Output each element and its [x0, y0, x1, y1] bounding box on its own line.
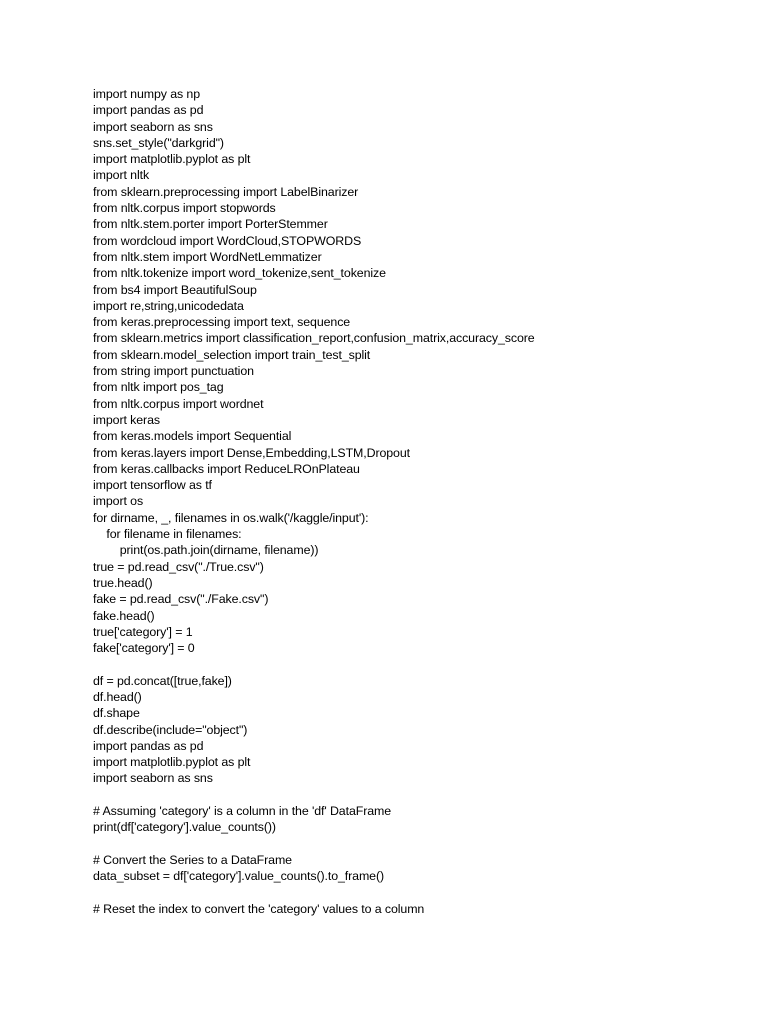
code-line: df.shape — [93, 706, 140, 721]
code-line: import pandas as pd — [93, 103, 204, 118]
code-line: for filename in filenames: — [93, 527, 242, 542]
code-line: import seaborn as sns — [93, 771, 213, 786]
blank-line — [93, 885, 733, 901]
code-line: import keras — [93, 412, 160, 427]
code-line: print(os.path.join(dirname, filename)) — [93, 543, 319, 558]
code-line: print(df['category'].value_counts()) — [93, 820, 276, 835]
code-line: from keras.preprocessing import text, sequence — [93, 315, 351, 330]
code-line: import nltk — [93, 168, 150, 183]
code-line: import numpy as np — [93, 87, 201, 101]
code-line: df.head() — [93, 689, 142, 704]
code-line: sns.set_style("darkgrid") — [93, 135, 224, 150]
code-line: from nltk.tokenize import word_tokenize,sent_tokenize — [93, 266, 386, 281]
code-line: from sklearn.preprocessing import LabelBinarizer — [93, 184, 359, 199]
code-line: true = pd.read_csv("./True.csv") — [93, 559, 264, 574]
code-line: import seaborn as sns — [93, 119, 213, 134]
code-line: # Reset the index to convert the 'category' values to a column — [93, 901, 425, 916]
code-line: # Assuming 'category' is a column in the 'df' DataFrame — [93, 804, 392, 819]
code-line: from nltk import pos_tag — [93, 380, 224, 395]
code-line: from string import punctuation — [93, 364, 254, 379]
code-line: true.head() — [93, 575, 153, 590]
code-line: from keras.layers import Dense,Embedding,LSTM,Dropout — [93, 445, 410, 460]
code-line: from bs4 import BeautifulSoup — [93, 282, 257, 297]
blank-line — [93, 787, 733, 803]
code-line: fake['category'] = 0 — [93, 641, 195, 656]
code-line: import tensorflow as tf — [93, 478, 212, 493]
code-line: from keras.callbacks import ReduceLROnPlateau — [93, 461, 360, 476]
code-listing — [93, 86, 733, 917]
code-line: df.describe(include="object") — [93, 722, 248, 737]
code-line: from keras.models import Sequential — [93, 429, 292, 444]
code-line: from nltk.corpus import wordnet — [93, 396, 264, 411]
code-line: for dirname, _, filenames in os.walk('/kaggle/input'): — [93, 510, 369, 525]
code-line: import os — [93, 494, 144, 509]
code-line: import matplotlib.pyplot as plt — [93, 152, 251, 167]
code-line: from sklearn.model_selection import train_test_split — [93, 347, 371, 362]
code-line: import matplotlib.pyplot as plt — [93, 755, 251, 770]
blank-line — [93, 836, 733, 852]
code-line: import re,string,unicodedata — [93, 298, 244, 313]
blank-line — [93, 656, 733, 672]
code-line: from sklearn.metrics import classification_report,confusion_matrix,accuracy_score — [93, 331, 535, 346]
code-line: fake.head() — [93, 608, 155, 623]
code-line: df = pd.concat([true,fake]) — [93, 673, 232, 688]
code-line: true['category'] = 1 — [93, 624, 193, 639]
code-line: from nltk.stem.porter import PorterStemmer — [93, 217, 328, 232]
code-line: import pandas as pd — [93, 738, 204, 753]
code-line: fake = pd.read_csv("./Fake.csv") — [93, 592, 269, 607]
code-line: from nltk.stem import WordNetLemmatizer — [93, 249, 322, 264]
code-line: # Convert the Series to a DataFrame — [93, 852, 292, 867]
code-line: data_subset = df['category'].value_counts().to_frame() — [93, 869, 385, 884]
code-line: from wordcloud import WordCloud,STOPWORDS — [93, 233, 362, 248]
code-line: from nltk.corpus import stopwords — [93, 201, 276, 216]
